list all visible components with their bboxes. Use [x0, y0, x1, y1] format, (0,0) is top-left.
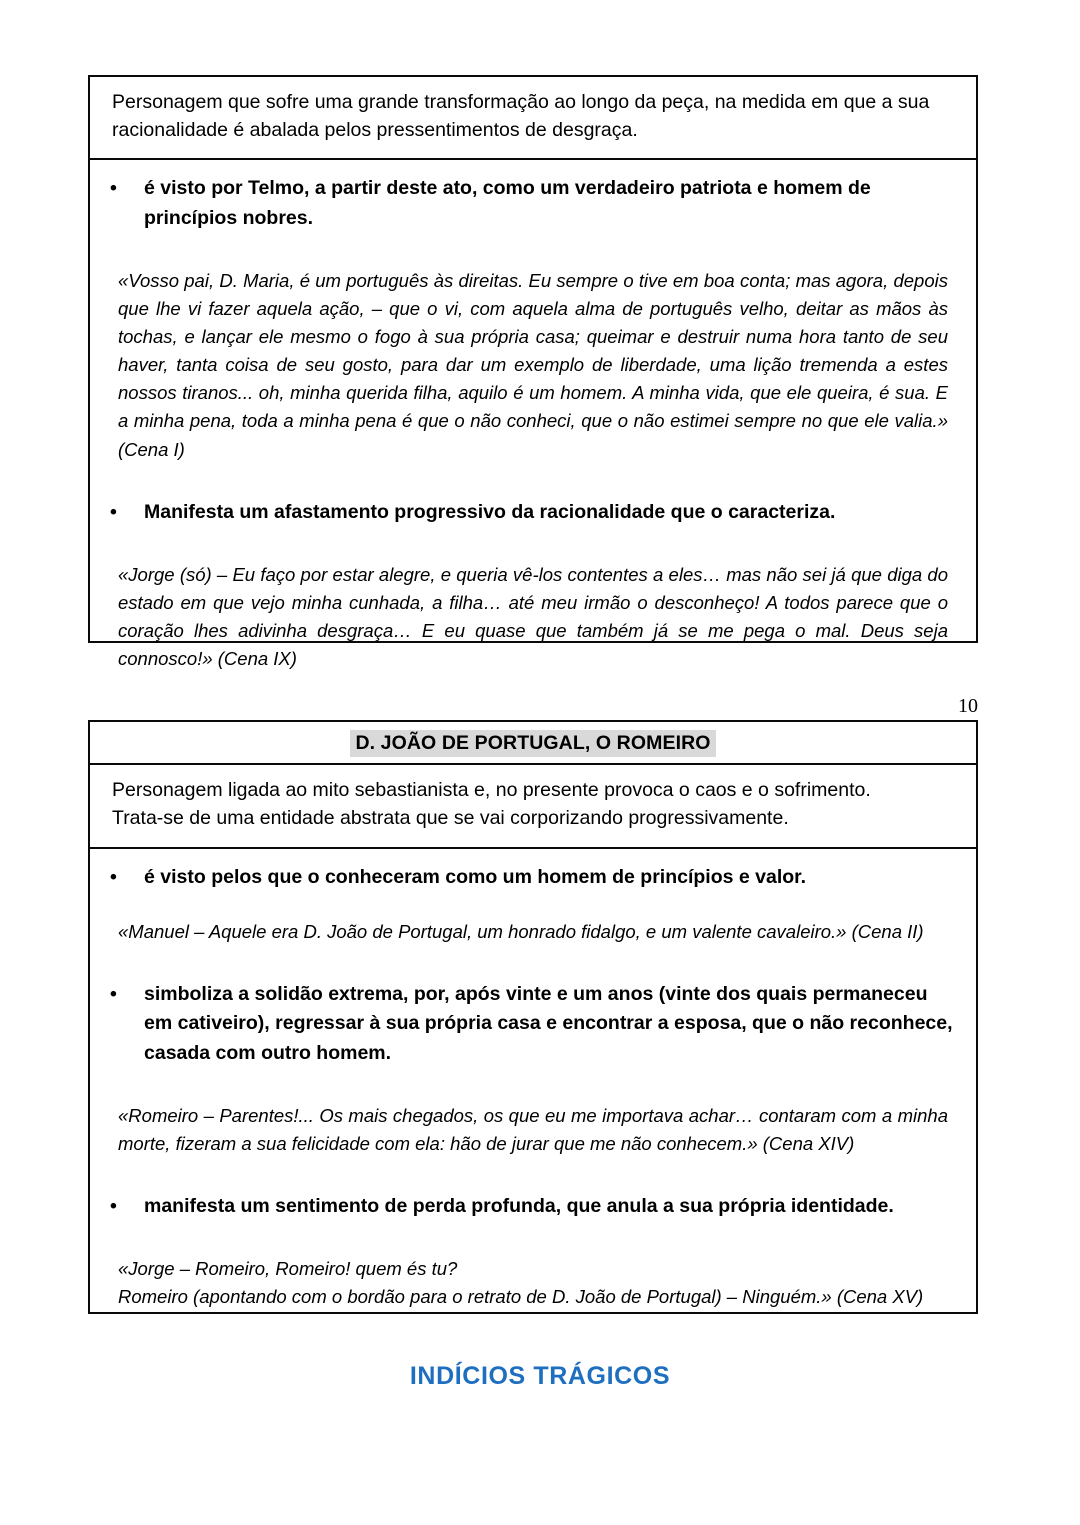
- jorge-bullet-1: [110, 174, 956, 233]
- page-number: 10: [958, 695, 978, 717]
- jorge-description-line-2: racionalidade é abalada pelos pressentimentos de desgraça.: [112, 118, 638, 141]
- spacer: [110, 464, 956, 498]
- romeiro-description-row: [90, 765, 976, 848]
- jorge-quote-2: «Jorge (só) – Eu faço por estar alegre, e queria vê-los contentes a eles… mas não sei já que diga do estado em que vejo minha cunhada, a filha… até meu irmão o desconheço! A todos parece que o coração lhes adivinha desgraça… E eu quase que também já se me pega o mal. Deus seja connosco!» (Cena IX): [118, 563, 948, 670]
- romeiro-bullet-3: [110, 1192, 956, 1221]
- character-table-jorge: [88, 75, 978, 670]
- romeiro-quote-3-line-2: Romeiro (apontando com o bordão para o retrato de D. João de Portugal) – Ninguém.» (Cena XV): [118, 1286, 924, 1308]
- character-table-romeiro: [88, 720, 978, 1314]
- romeiro-bullet-2-text: simboliza a solidão extrema, por, após vinte e um anos (vinte dos quais permaneceu em cativeiro), regressar à sua própria casa e encontrar a esposa, que o não reconhece, casada com outro homem.: [144, 983, 953, 1064]
- jorge-bullet-2-text: Manifesta um afastamento progressivo da racionalidade que o caracteriza.: [144, 500, 836, 523]
- romeiro-quote-3-line-1: «Jorge – Romeiro, Romeiro! quem és tu?: [118, 1258, 458, 1280]
- spacer: [110, 892, 956, 918]
- spacer: [110, 1221, 956, 1255]
- spacer: [110, 527, 956, 561]
- spacer: [110, 1158, 956, 1192]
- romeiro-description-line-2: Trata-se de uma entidade abstrata que se vai corporizando progressivamente.: [112, 807, 789, 830]
- spacer: [110, 233, 956, 267]
- jorge-traits-row: [90, 160, 976, 689]
- section-heading-indicios-tragicos: INDÍCIOS TRÁGICOS: [409, 1362, 671, 1390]
- bullet-marker-icon: •: [110, 1195, 117, 1218]
- romeiro-bullet-3-text: manifesta um sentimento de perda profunda, que anula a sua própria identidade.: [144, 1195, 894, 1218]
- romeiro-title-row: [90, 722, 976, 765]
- spacer: [110, 946, 956, 980]
- jorge-bullet-1-text: é visto por Telmo, a partir deste ato, como um verdadeiro patriota e homem de princípios nobres.: [144, 177, 871, 229]
- bullet-marker-icon: •: [110, 177, 117, 200]
- jorge-bullet-2: [110, 498, 956, 527]
- romeiro-bullet-1: [110, 863, 956, 892]
- romeiro-title: D. JOÃO DE PORTUGAL, O ROMEIRO: [350, 730, 715, 757]
- romeiro-quote-1: «Manuel – Aquele era D. João de Portugal, um honrado fidalgo, e um valente cavaleiro.» (Cena II): [118, 921, 924, 942]
- spacer: [110, 1068, 956, 1102]
- romeiro-description-line-1: Personagem ligada ao mito sebastianista e, no presente provoca o caos e o sofrimento.: [112, 779, 871, 802]
- bullet-marker-icon: •: [110, 865, 117, 888]
- jorge-quote-1: «Vosso pai, D. Maria, é um português às direitas. Eu sempre o tive em boa conta; mas agora, depois que lhe vi fazer aquela ação, – que o vi, com aquela alma de português velho, deitar as mãos às tochas, e lançar ele mesmo o fogo à sua própria casa; queimar e destruir numa hora tanto de seu haver, tanta coisa de seu gosto, para dar um exemplo de liberdade, uma lição tremenda a estes nossos tiranos... oh, minha querida filha, aquilo é um homem. A minha vida, que ele queira, é sua. E a minha pena, toda a minha pena é que o não conheci, que o não estimei sempre no que ele valia.» (Cena I): [118, 269, 948, 460]
- romeiro-bullet-1-text: é visto pelos que o conheceram como um homem de princípios e valor.: [144, 865, 807, 888]
- romeiro-traits-row: [90, 849, 976, 1328]
- romeiro-bullet-2: [110, 980, 956, 1068]
- jorge-description-row: [90, 77, 976, 160]
- jorge-description-line-1: Personagem que sofre uma grande transformação ao longo da peça, na medida em que a sua: [112, 91, 930, 113]
- bullet-marker-icon: •: [110, 500, 117, 523]
- bullet-marker-icon: •: [110, 983, 117, 1006]
- romeiro-quote-2: «Romeiro – Parentes!... Os mais chegados, os que eu me importava achar… contaram com a minha morte, fizeram a sua felicidade com ela: hão de jurar que me não conhecem.» (Cena XIV): [118, 1104, 948, 1154]
